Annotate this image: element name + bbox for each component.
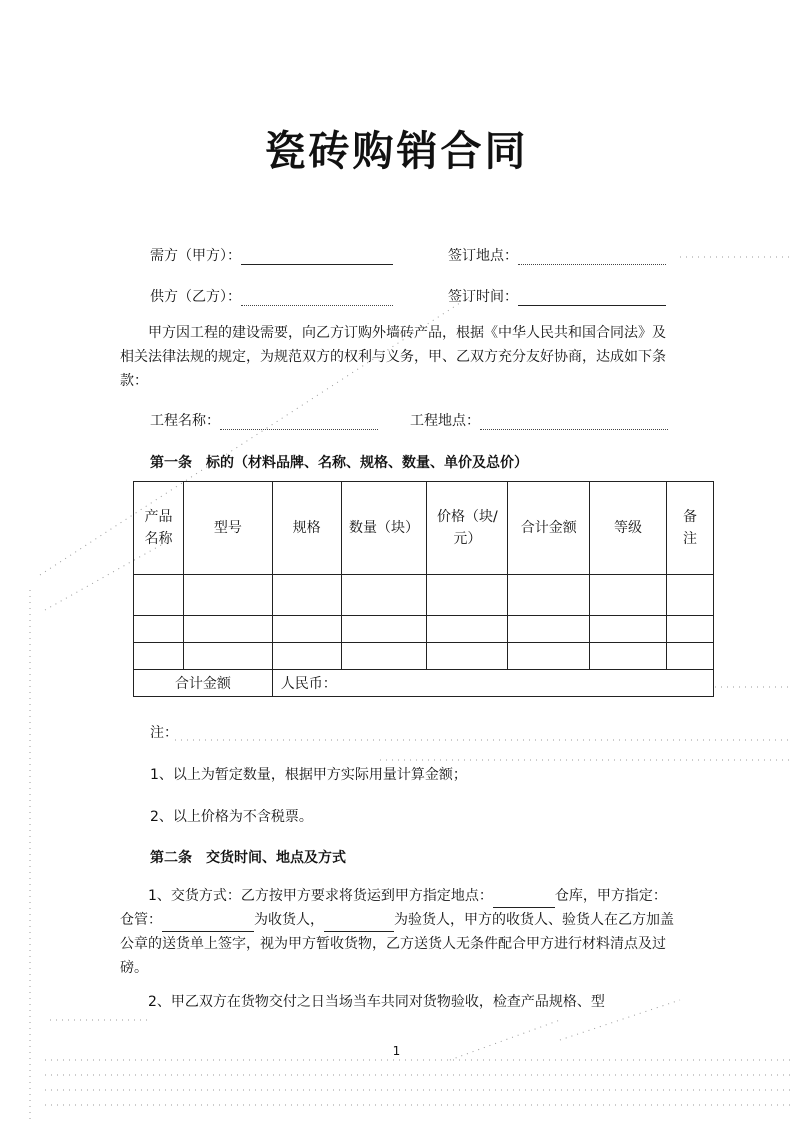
article2-heading: 第二条 交货时间、地点及方式 bbox=[150, 850, 346, 866]
project-place-blank[interactable] bbox=[480, 415, 668, 430]
table-row bbox=[134, 616, 714, 643]
table-cell[interactable] bbox=[666, 575, 713, 616]
item1-text-b: 仓库，甲方指定：仓管： bbox=[120, 888, 667, 928]
table-cell[interactable] bbox=[427, 575, 508, 616]
table-cell[interactable] bbox=[666, 643, 713, 670]
item1-text-c: 为收货人， bbox=[254, 912, 324, 928]
receiver-blank[interactable] bbox=[162, 919, 254, 932]
table-cell[interactable] bbox=[508, 616, 590, 643]
sign-place-blank[interactable] bbox=[518, 250, 666, 265]
page-number: 1 bbox=[392, 1044, 401, 1058]
buyer-blank[interactable] bbox=[241, 250, 393, 265]
buyer-field bbox=[150, 245, 393, 265]
note-item-1: 1、以上为暂定数量，根据甲方实际用量计算金额； bbox=[150, 767, 467, 783]
table-row bbox=[134, 575, 714, 616]
article2-item2: 2、甲乙双方在货物交付之日当场当车共同对货物验收，检查产品规格、型 bbox=[148, 994, 605, 1010]
project-place-field bbox=[410, 410, 668, 430]
header-cell: 等级 bbox=[590, 482, 667, 575]
table-cell[interactable] bbox=[272, 575, 341, 616]
table-cell[interactable] bbox=[427, 643, 508, 670]
inspector-blank[interactable] bbox=[324, 919, 394, 932]
intro-paragraph: 甲方因工程的建设需要，向乙方订购外墙砖产品，根据《中华人民共和国合同法》及相关法律法规的规定，为规范双方的权利与义务，甲、乙双方充分友好协商，达成如下条款： bbox=[120, 325, 666, 389]
table-header-row bbox=[134, 482, 714, 575]
table-cell[interactable] bbox=[508, 643, 590, 670]
table-cell[interactable] bbox=[590, 616, 667, 643]
project-name-blank[interactable] bbox=[220, 415, 378, 430]
project-place-label: 工程地点： bbox=[410, 413, 480, 429]
table-cell[interactable] bbox=[272, 643, 341, 670]
article1-heading: 第一条 标的（材料品牌、名称、规格、数量、单价及总价） bbox=[150, 455, 528, 471]
rmb-cell[interactable] bbox=[272, 670, 713, 697]
table-cell[interactable] bbox=[427, 616, 508, 643]
header-cell: 产品名称 bbox=[134, 482, 184, 575]
seller-label: 供方（乙方）： bbox=[150, 289, 241, 305]
total-label-cell: 合计金额 bbox=[134, 670, 273, 697]
sign-place-field bbox=[448, 245, 666, 265]
table-cell[interactable] bbox=[341, 616, 427, 643]
rmb-label: 人民币： bbox=[280, 676, 337, 692]
table-cell[interactable] bbox=[183, 616, 272, 643]
seller-blank[interactable] bbox=[241, 291, 393, 306]
note-label: 注： bbox=[150, 725, 178, 741]
table-cell[interactable] bbox=[666, 616, 713, 643]
document-title: 瓷砖购销合同 bbox=[264, 127, 529, 175]
table-cell[interactable] bbox=[508, 575, 590, 616]
seller-field bbox=[150, 286, 393, 306]
warehouse-blank[interactable] bbox=[493, 895, 555, 908]
buyer-label: 需方（甲方）： bbox=[150, 248, 241, 264]
project-name-label: 工程名称： bbox=[150, 413, 220, 429]
header-cell: 数量（块） bbox=[341, 482, 427, 575]
project-name-field bbox=[150, 410, 378, 430]
sign-place-label: 签订地点： bbox=[448, 248, 518, 264]
header-cell: 型号 bbox=[183, 482, 272, 575]
table-cell[interactable] bbox=[183, 643, 272, 670]
sign-time-blank[interactable] bbox=[518, 291, 666, 306]
header-cell: 备注 bbox=[666, 482, 713, 575]
table-cell[interactable] bbox=[183, 575, 272, 616]
note-item-2: 2、以上价格为不含税票。 bbox=[150, 809, 313, 825]
header-cell: 规格 bbox=[272, 482, 341, 575]
table-cell[interactable] bbox=[134, 575, 184, 616]
item1-text-d: 为验货人，甲方的收货人、验货人在乙方加盖公章的送货单上签字，视为甲方暂收货物，乙方送货人无条件配合甲方进行材料清点及过磅。 bbox=[120, 912, 674, 976]
table-cell[interactable] bbox=[341, 643, 427, 670]
table-total-row bbox=[134, 670, 714, 697]
sign-time-field bbox=[448, 286, 666, 306]
table-cell[interactable] bbox=[134, 616, 184, 643]
table-row bbox=[134, 643, 714, 670]
goods-table bbox=[133, 481, 714, 697]
article2-item1 bbox=[120, 884, 675, 980]
item1-text-a: 1、交货方式：乙方按甲方要求将货运到甲方指定地点： bbox=[148, 888, 493, 904]
header-cell: 合计金额 bbox=[508, 482, 590, 575]
sign-time-label: 签订时间： bbox=[448, 289, 518, 305]
table-cell[interactable] bbox=[590, 575, 667, 616]
table-cell[interactable] bbox=[341, 575, 427, 616]
table-cell[interactable] bbox=[590, 643, 667, 670]
header-cell: 价格（块/元） bbox=[427, 482, 508, 575]
table-cell[interactable] bbox=[272, 616, 341, 643]
table-cell[interactable] bbox=[134, 643, 184, 670]
